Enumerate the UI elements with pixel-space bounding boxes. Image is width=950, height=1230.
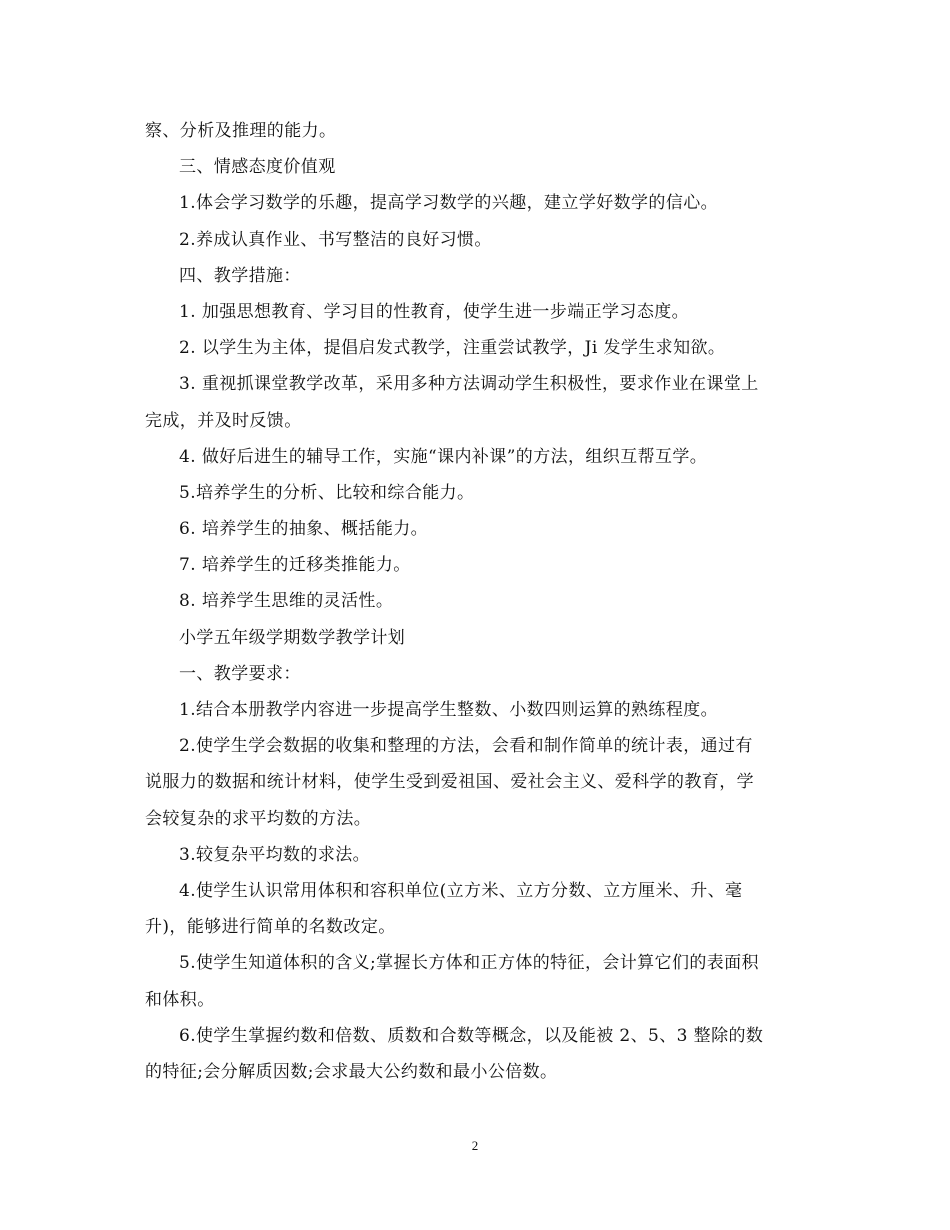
text-line: 6. 培养学生的抽象、概括能力。	[179, 519, 429, 540]
text-line: 说服力的数据和统计材料，使学生受到爱祖国、爱社会主义、爱科学的教育，学	[145, 772, 754, 793]
text-line: 察、分析及推理的能力。	[145, 121, 337, 141]
text-line: 3.较复杂平均数的求法。	[179, 844, 371, 865]
text-line: 7. 培养学生的迁移类推能力。	[179, 555, 411, 576]
section-heading: 三、情感态度价值观	[179, 157, 336, 178]
document-subtitle: 小学五年级学期数学教学计划	[179, 627, 406, 648]
document-body	[145, 113, 815, 1090]
text-line: 和体积。	[145, 989, 215, 1010]
text-line: 2.使学生学会数据的收集和整理的方法，会看和制作简单的统计表，通过有	[179, 736, 753, 757]
text-line: 4.使学生认识常用体积和容积单位(立方米、立方分数、立方厘米、升、毫	[179, 880, 743, 901]
text-line: 1.体会学习数学的乐趣，提高学习数学的兴趣，建立学好数学的信心。	[179, 193, 719, 214]
text-line: 升)，能够进行简单的名数改定。	[145, 917, 396, 938]
text-line: 5.培养学生的分析、比较和综合能力。	[179, 482, 475, 503]
text-line: 6.使学生掌握约数和倍数、质数和合数等概念，以及能被 2、5、3 整除的数	[179, 1025, 764, 1046]
section-heading: 四、教学措施：	[179, 265, 301, 286]
text-line: 2.养成认真作业、书写整洁的良好习惯。	[179, 229, 492, 250]
text-line: 8. 培养学生思维的灵活性。	[179, 591, 394, 612]
text-line: 4. 做好后进生的辅导工作，实施“课内补课”的方法，组织互帮互学。	[179, 446, 708, 467]
text-line: 5.使学生知道体积的含义;掌握长方体和正方体的特征，会计算它们的表面积	[179, 953, 759, 974]
page-number: 2	[471, 1138, 479, 1153]
text-line: 完成，并及时反馈。	[145, 410, 302, 431]
text-line: 的特征;会分解质因数;会求最大公约数和最小公倍数。	[145, 1061, 558, 1082]
section-heading: 一、教学要求：	[179, 663, 301, 684]
text-line: 1. 加强思想教育、学习目的性教育，使学生进一步端正学习态度。	[179, 301, 690, 322]
text-line: 1.结合本册教学内容进一步提高学生整数、小数四则运算的熟练程度。	[179, 700, 719, 720]
text-line: 2. 以学生为主体，提倡启发式教学，注重尝试教学，Ji 发学生求知欲。	[179, 338, 726, 359]
text-line: 3. 重视抓课堂教学改革，采用多种方法调动学生积极性，要求作业在课堂上	[179, 374, 759, 395]
text-line: 会较复杂的求平均数的方法。	[145, 808, 372, 829]
